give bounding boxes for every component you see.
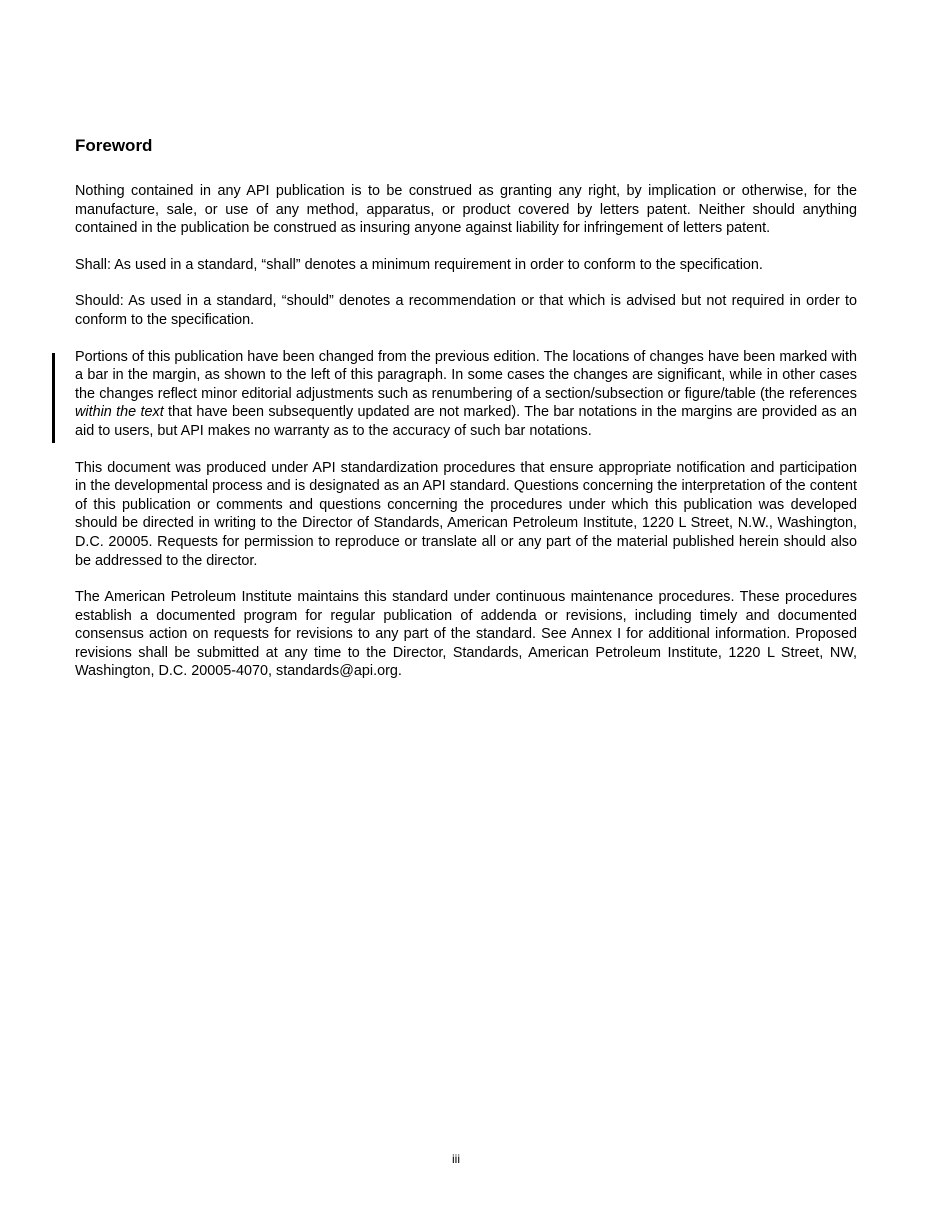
paragraph-should-definition: Should: As used in a standard, “should” denotes a recommendation or that which is advised but not required in order to conform to the specification. [75,293,857,328]
paragraph-patent-disclaimer: Nothing contained in any API publication is to be construed as granting any right, by implication or otherwise, for the manufacture, sale, or use of any method, apparatus, or product covered by letters patent. Neither should anything contained in the publication be construed as insuring anyone against liability for infringement of letters patent. [75,183,857,237]
change-notice-text-start: Portions of this publication have been changed from the previous edition. The locations of changes have been marked with a bar in the margin, as shown to the left of this paragraph. In some cases the changes are significant, while in other cases the changes reflect minor editorial adjustments such as renumbering of a section/subsection or figure/table (the references [75,348,857,402]
paragraph-standardization-procedures: This document was produced under API standardization procedures that ensure appropriate notification and participation in the developmental process and is designated as an API standard. Questions concerning the interpretation of the content of this publication or comments and questions concerning the procedures under which this publication was developed should be directed in writing to the Director of Standards, American Petroleum Institute, 1220 L Street, N.W., Washington, D.C. 20005. Requests for permission to reproduce or translate all or any part of the material published herein should also be addressed to the director. [75,459,857,569]
paragraph-change-notice [75,348,857,441]
change-bar-marker [52,353,55,443]
page-number: iii [452,1152,460,1166]
change-notice-text-end: that have been subsequently updated are not marked). The bar notations in the margins are provided as an aid to users, but API makes no warranty as to the accuracy of such bar notations. [75,404,857,439]
page-title: Foreword [75,136,153,155]
foreword-body [75,182,857,681]
change-notice-italic: within the text [75,404,164,421]
paragraph-shall-definition: Shall: As used in a standard, “shall” denotes a minimum requirement in order to conform to the specification. [75,256,763,273]
paragraph-continuous-maintenance: The American Petroleum Institute maintains this standard under continuous maintenance procedures. These procedures establish a documented program for regular publication of addenda or revisions, including timely and documented consensus action on requests for revisions to any part of the standard. See Annex I for additional information. Proposed revisions shall be submitted at any time to the Director, Standards, American Petroleum Institute, 1220 L Street, NW, Washington, D.C. 20005-4070, standards@api.org. [75,589,857,680]
